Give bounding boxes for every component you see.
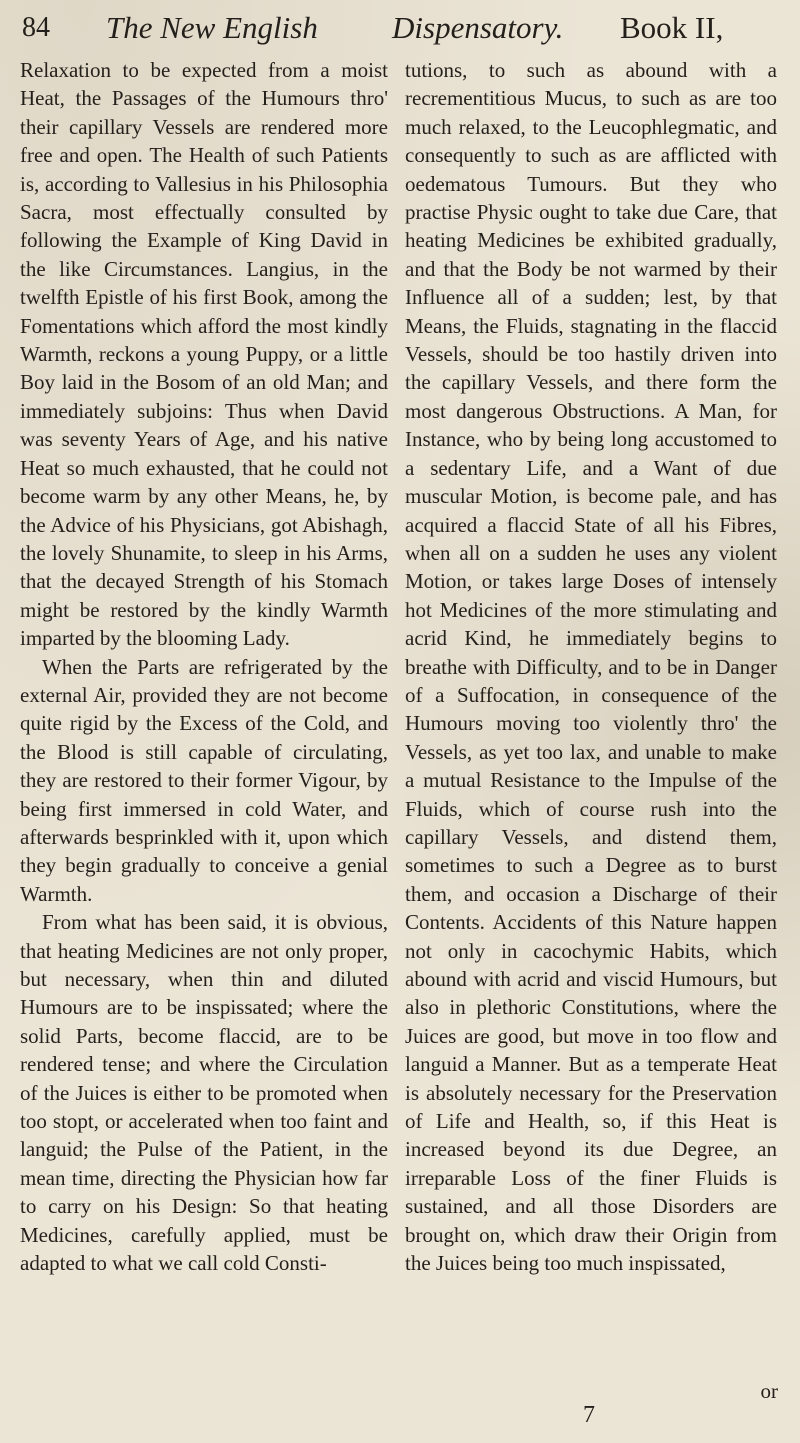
paragraph: From what has been said, it is obvious, that heating Medicines are not only proper, but necessary, when thin and diluted Humours are to be inspissated; where the solid Parts, become flaccid, are to be rendered tense; and where the Circulation of the Juices is either to be promoted when too stopt, or accelerated when too faint and languid; the Pulse of the Patient, in the mean time, directing the Physician how far to carry on his Design: So that heating Medicines, carefully applied, must be adapted to what we call cold Consti- — [20, 910, 388, 1276]
running-title-continued: Dispensatory. — [392, 10, 564, 45]
running-title: The New English — [106, 10, 318, 45]
paragraph: Relaxation to be expected from a moist Heat, the Passages of the Humours thro' their capillary Vessels are rendered more free and open. The Health of such Patients is, according to Vallesius in his Philosophia Sacra, most effectually consulted by following the Example of King David in the like Circumstances. Langius, in the twelfth Epistle of his first Book, among the Fomentations which afford the most kindly Warmth, reckons a young Puppy, or a little Boy laid in the Bosom of an old Man; and immediately subjoins: Thus when David was seventy Years of Age, and his native Heat so much exhausted, that he could not become warm by any other Means, he, by the Advice of his Physicians, got Abishagh, the lovely Shunamite, to sleep in his Arms, that the decayed Strength of his Stomach might be restored by the kindly Warmth imparted by the blooming Lady. — [20, 58, 388, 651]
right-column — [405, 56, 777, 1277]
paragraph: When the Parts are refrigerated by the external Air, provided they are not become quite rigid by the Excess of the Cold, and the Blood is still capable of circulating, they are restored to their former Vigour, by being first immersed in cold Water, and afterwards besprinkled with it, upon which they begin gradually to conceive a genial Warmth. — [20, 654, 388, 906]
left-column — [20, 56, 388, 1277]
paragraph: tutions, to such as abound with a recrementitious Mucus, to such as are too much relaxed, to the Leucophlegmatic, and consequently to such as are afflicted with oedematous Tumours. But they who practise Physic ought to take due Care, that heating Medicines be exhibited gradually, and that the Body be not warmed by their Influence all of a sudden; lest, by that Means, the Fluids, stagnating in the flaccid Vessels, should be too hastily driven into the capillary Vessels, and there form the most dangerous Obstructions. A Man, for Instance, who by being long accustomed to a sedentary Life, and a Want of due muscular Motion, is become pale, and has acquired a flaccid State of all his Fibres, when all on a sudden he uses any violent Motion, or takes large Doses of intensely hot Medicines of the more stimulating and acrid Kind, he immediately begins to breathe with Difficulty, and to be in Danger of a Suffocation, in consequence of the Humours moving too violently thro' the Vessels, as yet too lax, and unable to make a mutual Resistance to the Impulse of the Fluids, which of course rush into the capillary Vessels, and distend them, sometimes to such a Degree as to burst them, and occasion a Discharge of their Contents. Accidents of this Nature happen not only in cacochymic Habits, which abound with acrid and viscid Humours, but also in plethoric Constitutions, where the Juices are good, but move in too flow and languid a Manner. But as a temperate Heat is absolutely necessary for the Preservation of Life and Health, so, if this Heat is increased beyond its due Degree, an irreparable Loss of the finer Fluids is sustained, and all those Disorders are brought on, which draw their Origin from the Juices being too much inspissated, — [405, 58, 777, 1276]
signature-mark: 7 — [583, 1402, 595, 1428]
book-label: Book II, — [620, 10, 724, 45]
page-number: 84 — [22, 12, 50, 43]
running-head — [22, 6, 782, 50]
catchword: or — [760, 1379, 778, 1403]
